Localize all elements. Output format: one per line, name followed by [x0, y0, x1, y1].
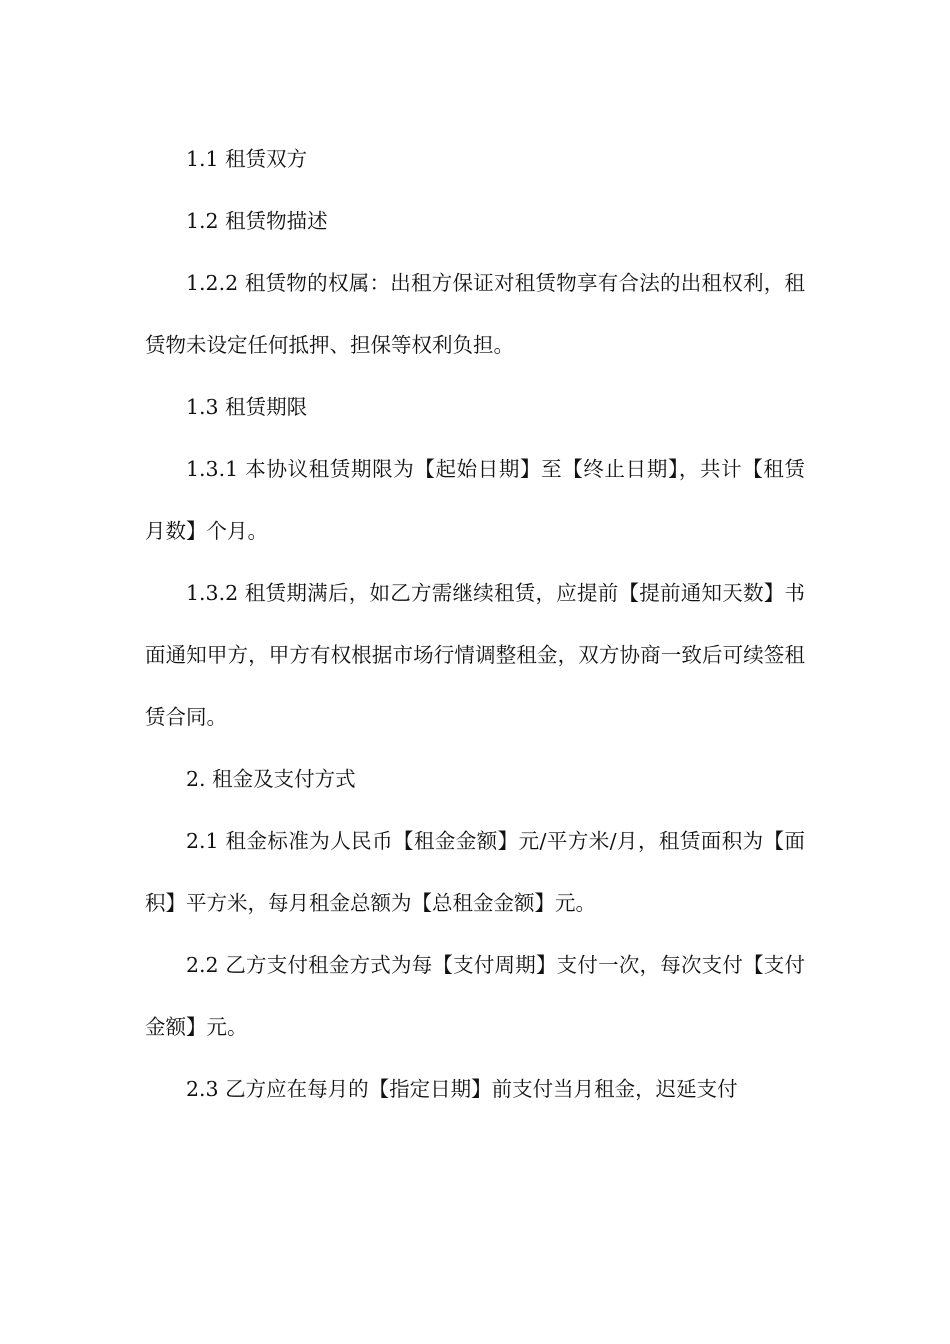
- paragraph-2-3: 2.3 乙方应在每月的【指定日期】前支付当月租金，迟延支付: [186, 1077, 738, 1101]
- paragraph-1-2: 1.2 租赁物描述: [186, 209, 328, 233]
- paragraph-1-3-1: 1.3.1 本协议租赁期限为【起始日期】至【终止日期】，共计【租赁月数】个月。: [145, 457, 805, 543]
- paragraph-1-2-2: 1.2.2 租赁物的权属：出租方保证对租赁物享有合法的出租权利，租赁物未设定任何抵押、担保等权利负担。: [145, 271, 805, 357]
- document-body: [145, 128, 805, 1120]
- paragraph-2: 2. 租金及支付方式: [186, 767, 356, 791]
- paragraph-1-3: 1.3 租赁期限: [186, 395, 308, 419]
- paragraph-2-2: 2.2 乙方支付租金方式为每【支付周期】支付一次，每次支付【支付金额】元。: [145, 953, 805, 1039]
- paragraph-1-3-2: 1.3.2 租赁期满后，如乙方需继续租赁，应提前【提前通知天数】书面通知甲方，甲方有权根据市场行情调整租金，双方协商一致后可续签租赁合同。: [145, 581, 805, 729]
- paragraph-1-1: 1.1 租赁双方: [186, 147, 308, 171]
- paragraph-2-1: 2.1 租金标准为人民币【租金金额】元/平方米/月，租赁面积为【面积】平方米，每月租金总额为【总租金金额】元。: [145, 829, 805, 915]
